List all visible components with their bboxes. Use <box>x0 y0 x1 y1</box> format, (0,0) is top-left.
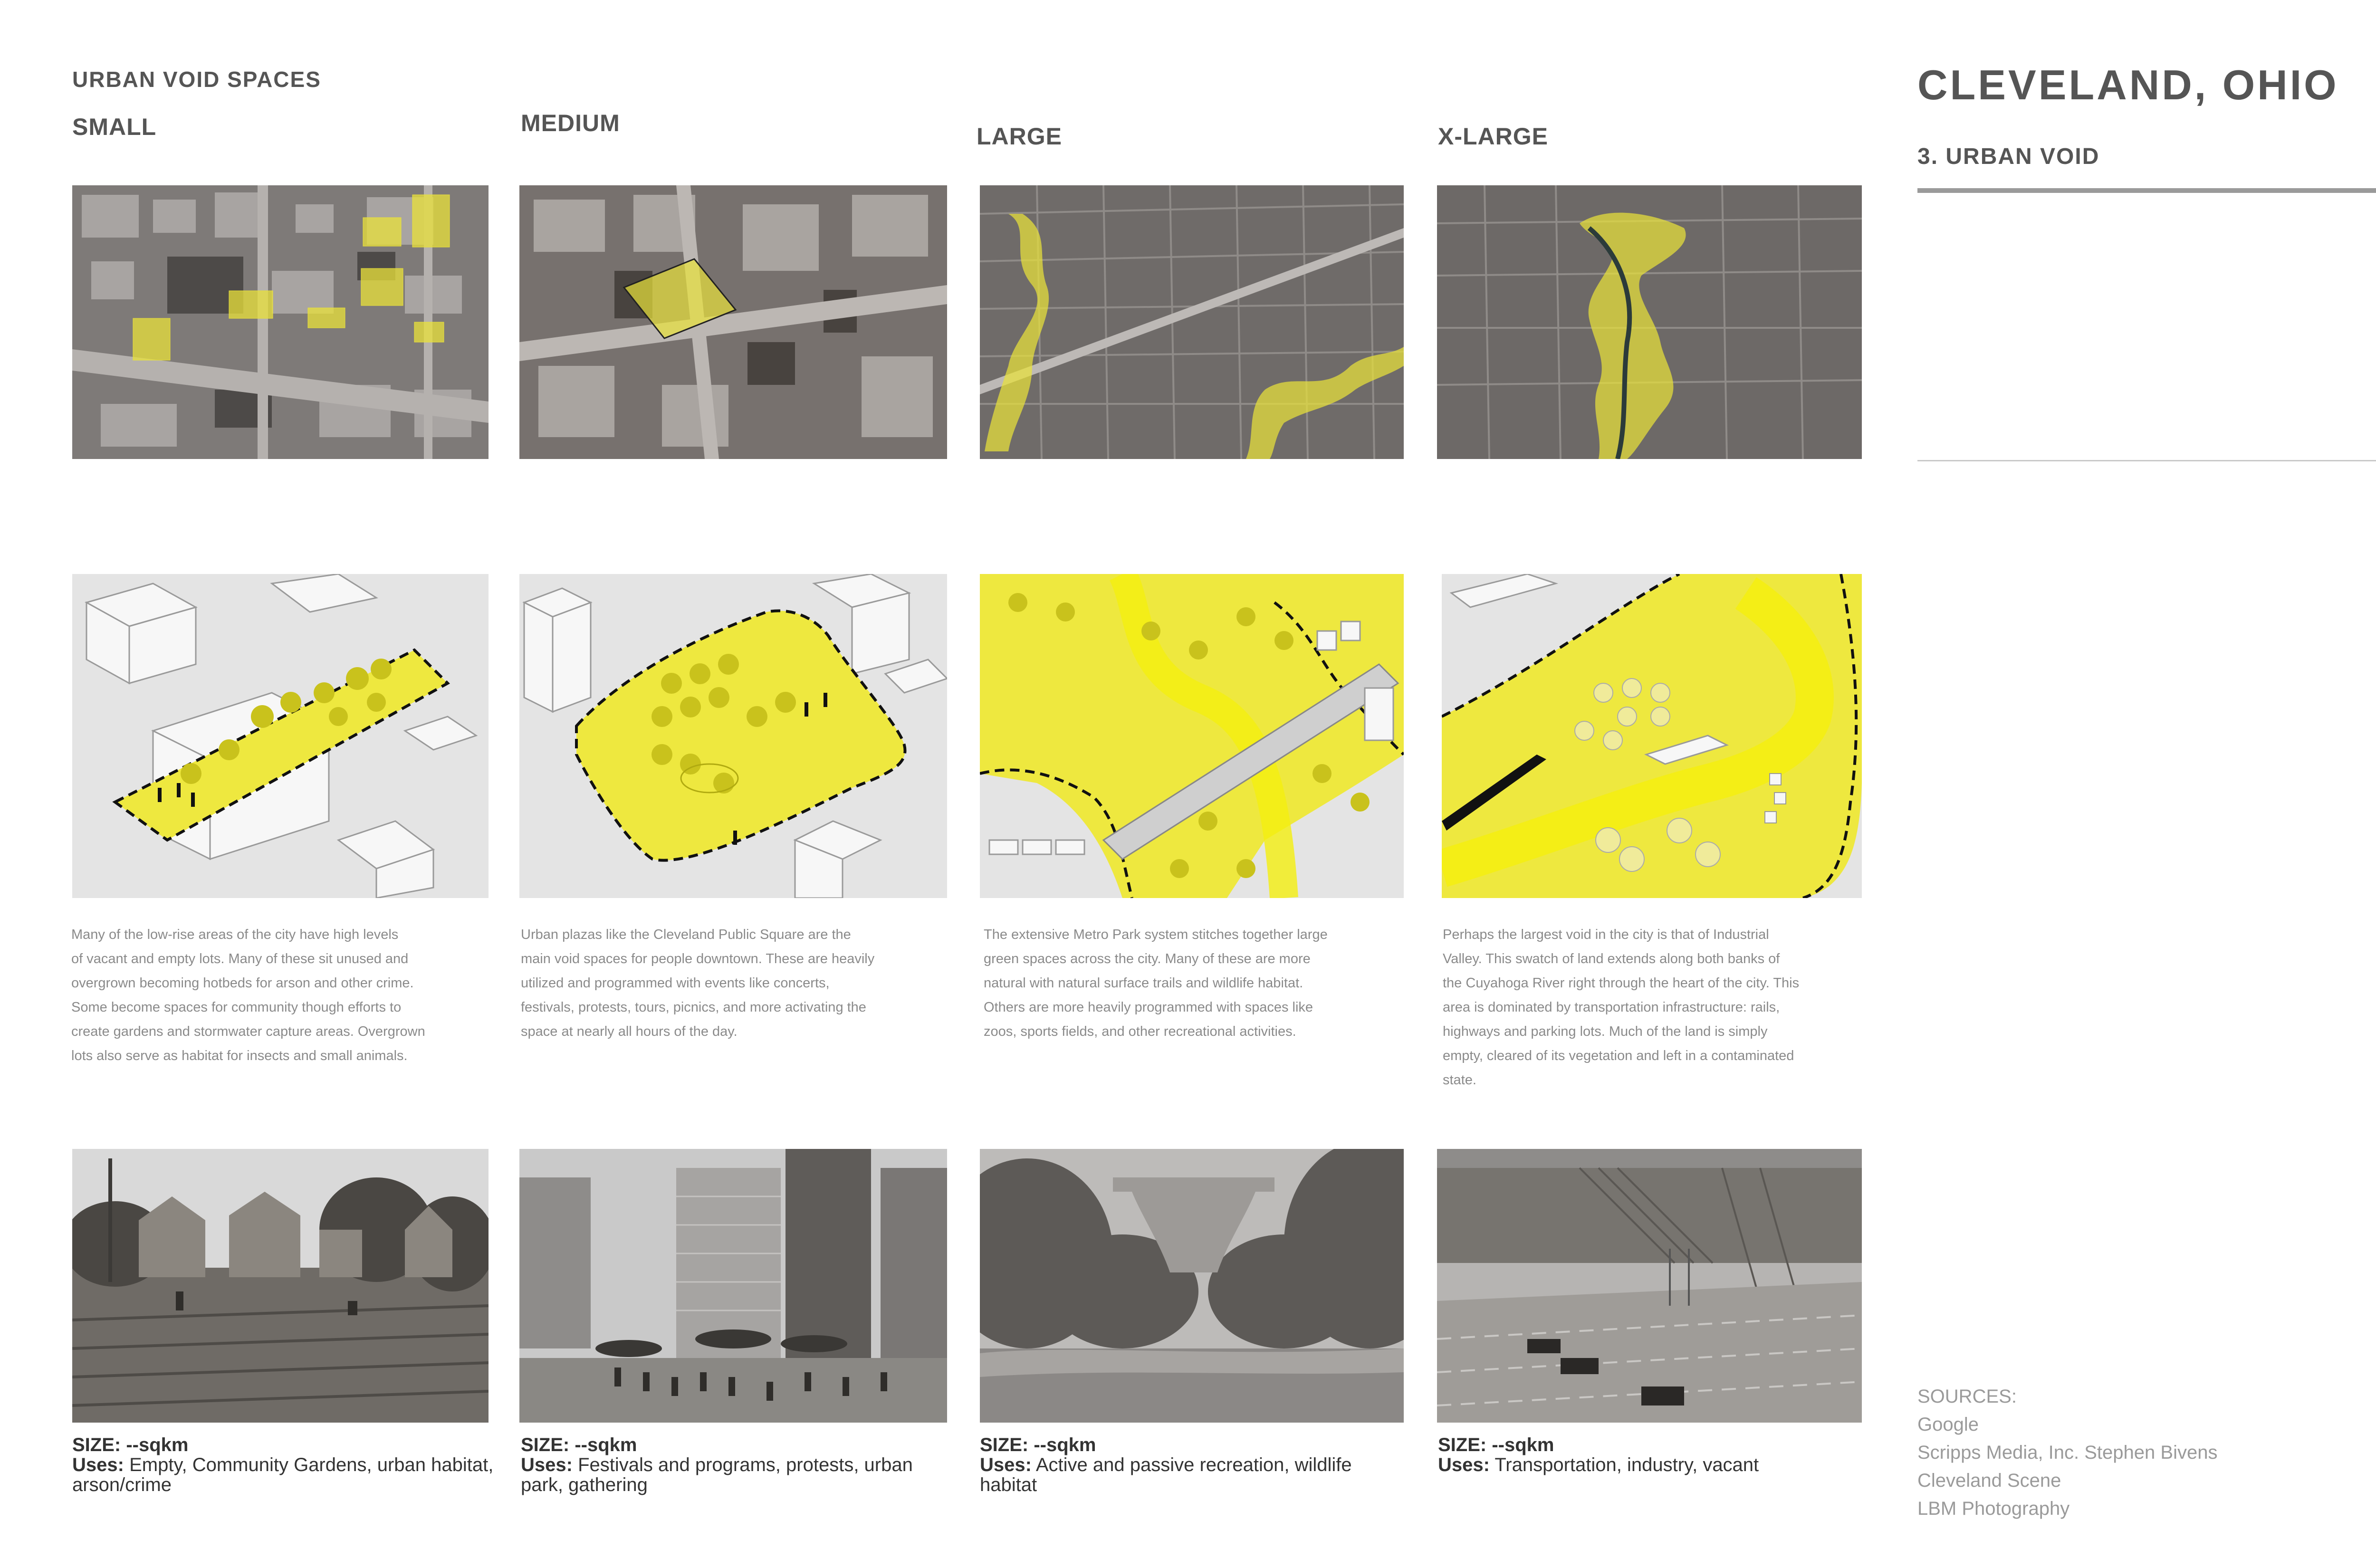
source-item: Scripps Media, Inc. Stephen Bivens <box>1917 1442 2218 1463</box>
aerial-map-xlarge <box>1437 185 1862 459</box>
meta-large: SIZE: --sqkm Uses: Active and passive recreation, wildlife habitat <box>980 1434 1352 1495</box>
description-small: Many of the low-rise areas of the city have high levels of vacant and empty lots. Many of these sit unused and overgrown becoming hotbeds for arson and other crime. Some become spaces for community though efforts to create gardens and stormwater capture areas. Overgrown lots also serve as habitat for insects and small animals. <box>71 927 425 1063</box>
axon-diagram-small <box>72 574 489 898</box>
meta-medium: SIZE: --sqkm Uses: Festivals and programs, protests, urban park, gathering <box>521 1434 913 1495</box>
photo-industrial-valley <box>1437 1149 1862 1423</box>
photo-community-garden <box>72 1149 489 1423</box>
description-large: The extensive Metro Park system stitches together large green spaces across the city. Many of these are more natural with natural surface trails and wildlife habitat. Others are more heavily programmed with spaces like zoos, sports fields, and other recreational activities. <box>984 927 1328 1039</box>
source-item: Google <box>1917 1414 1979 1435</box>
page-heading: URBAN VOID SPACES <box>72 67 321 92</box>
axon-diagram-large <box>980 574 1404 898</box>
aerial-map-large <box>980 185 1404 459</box>
meta-small: SIZE: --sqkm Uses: Empty, Community Gardens, urban habitat, arson/crime <box>72 1434 494 1495</box>
meta-xlarge: SIZE: --sqkm Uses: Transportation, industry, vacant <box>1438 1434 1759 1475</box>
aerial-map-medium <box>519 185 947 459</box>
title-rule <box>1917 188 2376 193</box>
city-title: CLEVELAND, OHIO <box>1917 61 2339 108</box>
sources-list <box>1917 1383 2217 1523</box>
description-xlarge: Perhaps the largest void in the city is that of Industrial Valley. This swatch of land extends along both banks of the Cuyahoga River right through the heart of the city. This area is dominated by transportation infrastructure: rails, highways and parking lots. Much of the land is simply empty, cleared of its vegetation and left in a contaminated state. <box>1443 927 1800 1088</box>
column-label-large: LARGE <box>977 123 1062 150</box>
photo-metro-park <box>980 1149 1404 1423</box>
divider-rule <box>1917 460 2376 461</box>
section-subtitle: 3. URBAN VOID <box>1917 144 2100 169</box>
column-label-small: SMALL <box>72 114 157 140</box>
sources-heading: SOURCES: <box>1917 1386 2017 1407</box>
source-item: LBM Photography <box>1917 1498 2070 1519</box>
column-label-xlarge: X-LARGE <box>1438 123 1548 150</box>
axon-diagram-medium <box>519 574 947 898</box>
photo-public-square <box>519 1149 947 1423</box>
source-item: Cleveland Scene <box>1917 1470 2061 1491</box>
description-medium: Urban plazas like the Cleveland Public Square are the main void spaces for people downtown. These are heavily utilized and programmed with events like concerts, festivals, protests, tours, picnics, and more activating the space at nearly all hours of the day. <box>521 927 875 1039</box>
axon-diagram-xlarge <box>1442 574 1862 898</box>
aerial-map-small <box>72 185 489 459</box>
column-label-medium: MEDIUM <box>521 110 620 136</box>
